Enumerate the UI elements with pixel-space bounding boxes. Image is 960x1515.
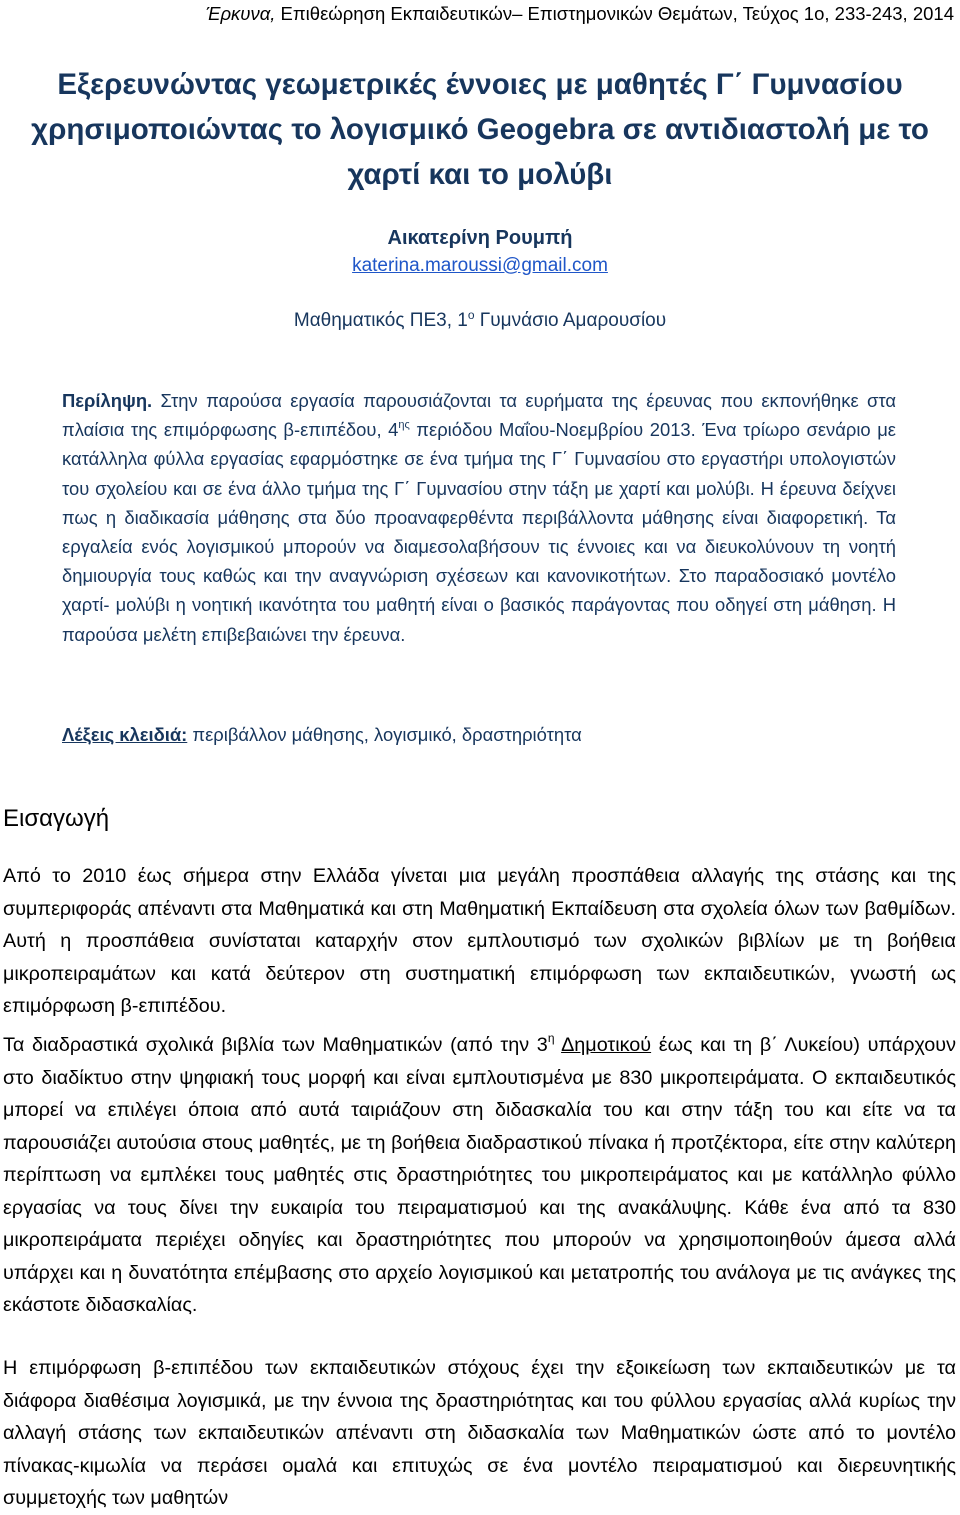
body-paragraph-1: Από το 2010 έως σήμερα στην Ελλάδα γίνεται μια μεγάλη προσπάθεια αλλαγής της στάσης και της συμπεριφοράς απέναντι στα Μαθηματικά και στη Μαθηματική Εκπαίδευση στα σχολεία όλων των βαθμίδων. Αυτή η προσπάθεια συνίσταται καταρχήν στον εμπλουτισμό των σχολικών βιβλίων με τη βοήθεια μικροπειραμάτων και κατά δεύτερον στη συστηματική επιμόρφωση των εκπαιδευτικών, γνωστή ως επιμόρφωση β-επιπέδου. (3, 865, 956, 1017)
keywords-label: Λέξεις κλειδιά: (62, 724, 188, 745)
keywords (62, 721, 902, 749)
body-paragraph-2 (3, 1029, 956, 1322)
affiliation-text-end: Γυμνάσιο Αμαρουσίου (474, 310, 667, 331)
paper-title: Εξερευνώντας γεωμετρικές έννοιες με μαθητές Γ΄ Γυμνασίου χρησιμοποιώντας το λογισμικό Geogebra σε αντιδιαστολή με το χαρτί και το μολύβι (31, 68, 929, 191)
section-heading-introduction: Εισαγωγή (3, 805, 110, 832)
paragraph-2-underlined-word: Δημοτικού (561, 1034, 652, 1056)
author-affiliation (0, 308, 960, 334)
abstract-text-end: περιόδου Μαΐου-Νοεμβρίου 2013. Ένα τρίωρο σενάριο με κατάλληλα φύλλα εργασίας εφαρμόστηκε σε ένα τμήμα της Γ΄ Γυμνασίου στο εργαστήρι υπολογιστών του σχολείου και σε ένα άλλο τμήμα της Γ΄ Γυμνασίου στην τάξη με χαρτί και μολύβι. Η έρευνα δείχνει πως η διαδικασία μάθησης στα δύο προαναφερθέντα περιβάλλοντα μάθησης είναι διαφορετική. Τα εργαλεία ενός λογισμικού μπορούν να διαμεσολαβήσουν τις έννοιες και να διευκολύνουν τη νοητή δημιουργία τους καθώς και την αναγνώριση σχέσεων και κανονικοτήτων. Στο παραδοσιακό μοντέλο χαρτί- μολύβι η νοητική ικανότητα του μαθητή είναι ο βασικός παράγοντας που οδηγεί στη μάθηση. Η παρούσα μελέτη επιβεβαιώνει την έρευνα. (62, 419, 896, 645)
affiliation-text: Μαθηματικός ΠΕ3, 1 (293, 310, 468, 331)
author-email-line (0, 253, 960, 279)
body-paragraph-3: Η επιμόρφωση β-επιπέδου των εκπαιδευτικών στόχους έχει την εξοικείωση των εκπαιδευτικών με τα διάφορα διαθέσιμα λογισμικά, με την έννοια της δραστηριότητας και του φύλλου εργασίας αλλά κυρίως την αλλαγή στάσης των εκπαιδευτικών απέναντι στη διδασκαλία των Μαθηματικών ώστε από το μοντέλο πίνακας-κιμωλία να περάσει ομαλά και επιτυχώς σε ένα μοντέλο πειραματισμού και διερευνητικής συμμετοχής των μαθητών (3, 1357, 956, 1509)
keywords-text: περιβάλλον μάθησης, λογισμικό, δραστηριότητα (187, 724, 582, 745)
journal-name: Έρκυνα, (205, 3, 276, 24)
abstract-superscript: ης (398, 419, 410, 432)
affiliation-superscript: ο (467, 308, 475, 322)
abstract-label: Περίληψη. (62, 390, 153, 411)
paragraph-2-text-end: έως και τη β΄ Λυκείου) υπάρχουν στο διαδίκτυο στην ψηφιακή τους μορφή και είναι εμπλουτισμένα με 830 μικροπειράματα. Ο εκπαιδευτικός μπορεί να επιλέγει όποια από αυτά ταιριάζουν στη διδασκαλία του και στην τάξη του και είτε να τα παρουσιάζει αυτούσια στους μαθητές, με τη βοήθεια διαδραστικού πίνακα ή προτζέκτορα, είτε στην καλύτερη περίπτωση να εμπλέκει τους μαθητές στις δραστηριότητες του μικροπειράματος και με κατάλληλο φύλλο εργασίας να τους δίνει την ευκαιρία του πειραματισμού και της ανακάλυψης. Κάθε ένα από τα 830 μικροπειράματα περιέχει οδηγίες και δραστηριότητες που μπορούν να χρησιμοποιηθούν άμεσα αλλά υπάρχει και η δυνατότητα επέμβασης στο αρχείο λογισμικού και μετατροπής του ανάλογα με τις ανάγκες της εκάστοτε διδασκαλίας. (3, 1034, 957, 1316)
abstract-text-start: Στην παρούσα εργασία παρουσιάζονται τα ευρήματα της έρευνας που εκπονήθηκε στα πλαίσια της επιμόρφωσης β-επιπέδου, 4 (62, 390, 896, 441)
author-email-link[interactable]: katerina.maroussi@gmail.com (352, 255, 608, 276)
author-name: Αικατερίνη Ρουμπή (387, 227, 573, 249)
abstract (62, 386, 896, 649)
running-header (206, 2, 954, 26)
paragraph-2-superscript: η (547, 1031, 555, 1045)
paragraph-2-text-start: Τα διαδραστικά σχολικά βιβλία των Μαθηματικών (από την 3 (3, 1034, 548, 1056)
journal-citation: Επιθεώρηση Εκπαιδευτικών– Επιστημονικών Θεμάτων, Τεύχος 1ο, 233-243, 2014 (275, 3, 954, 24)
